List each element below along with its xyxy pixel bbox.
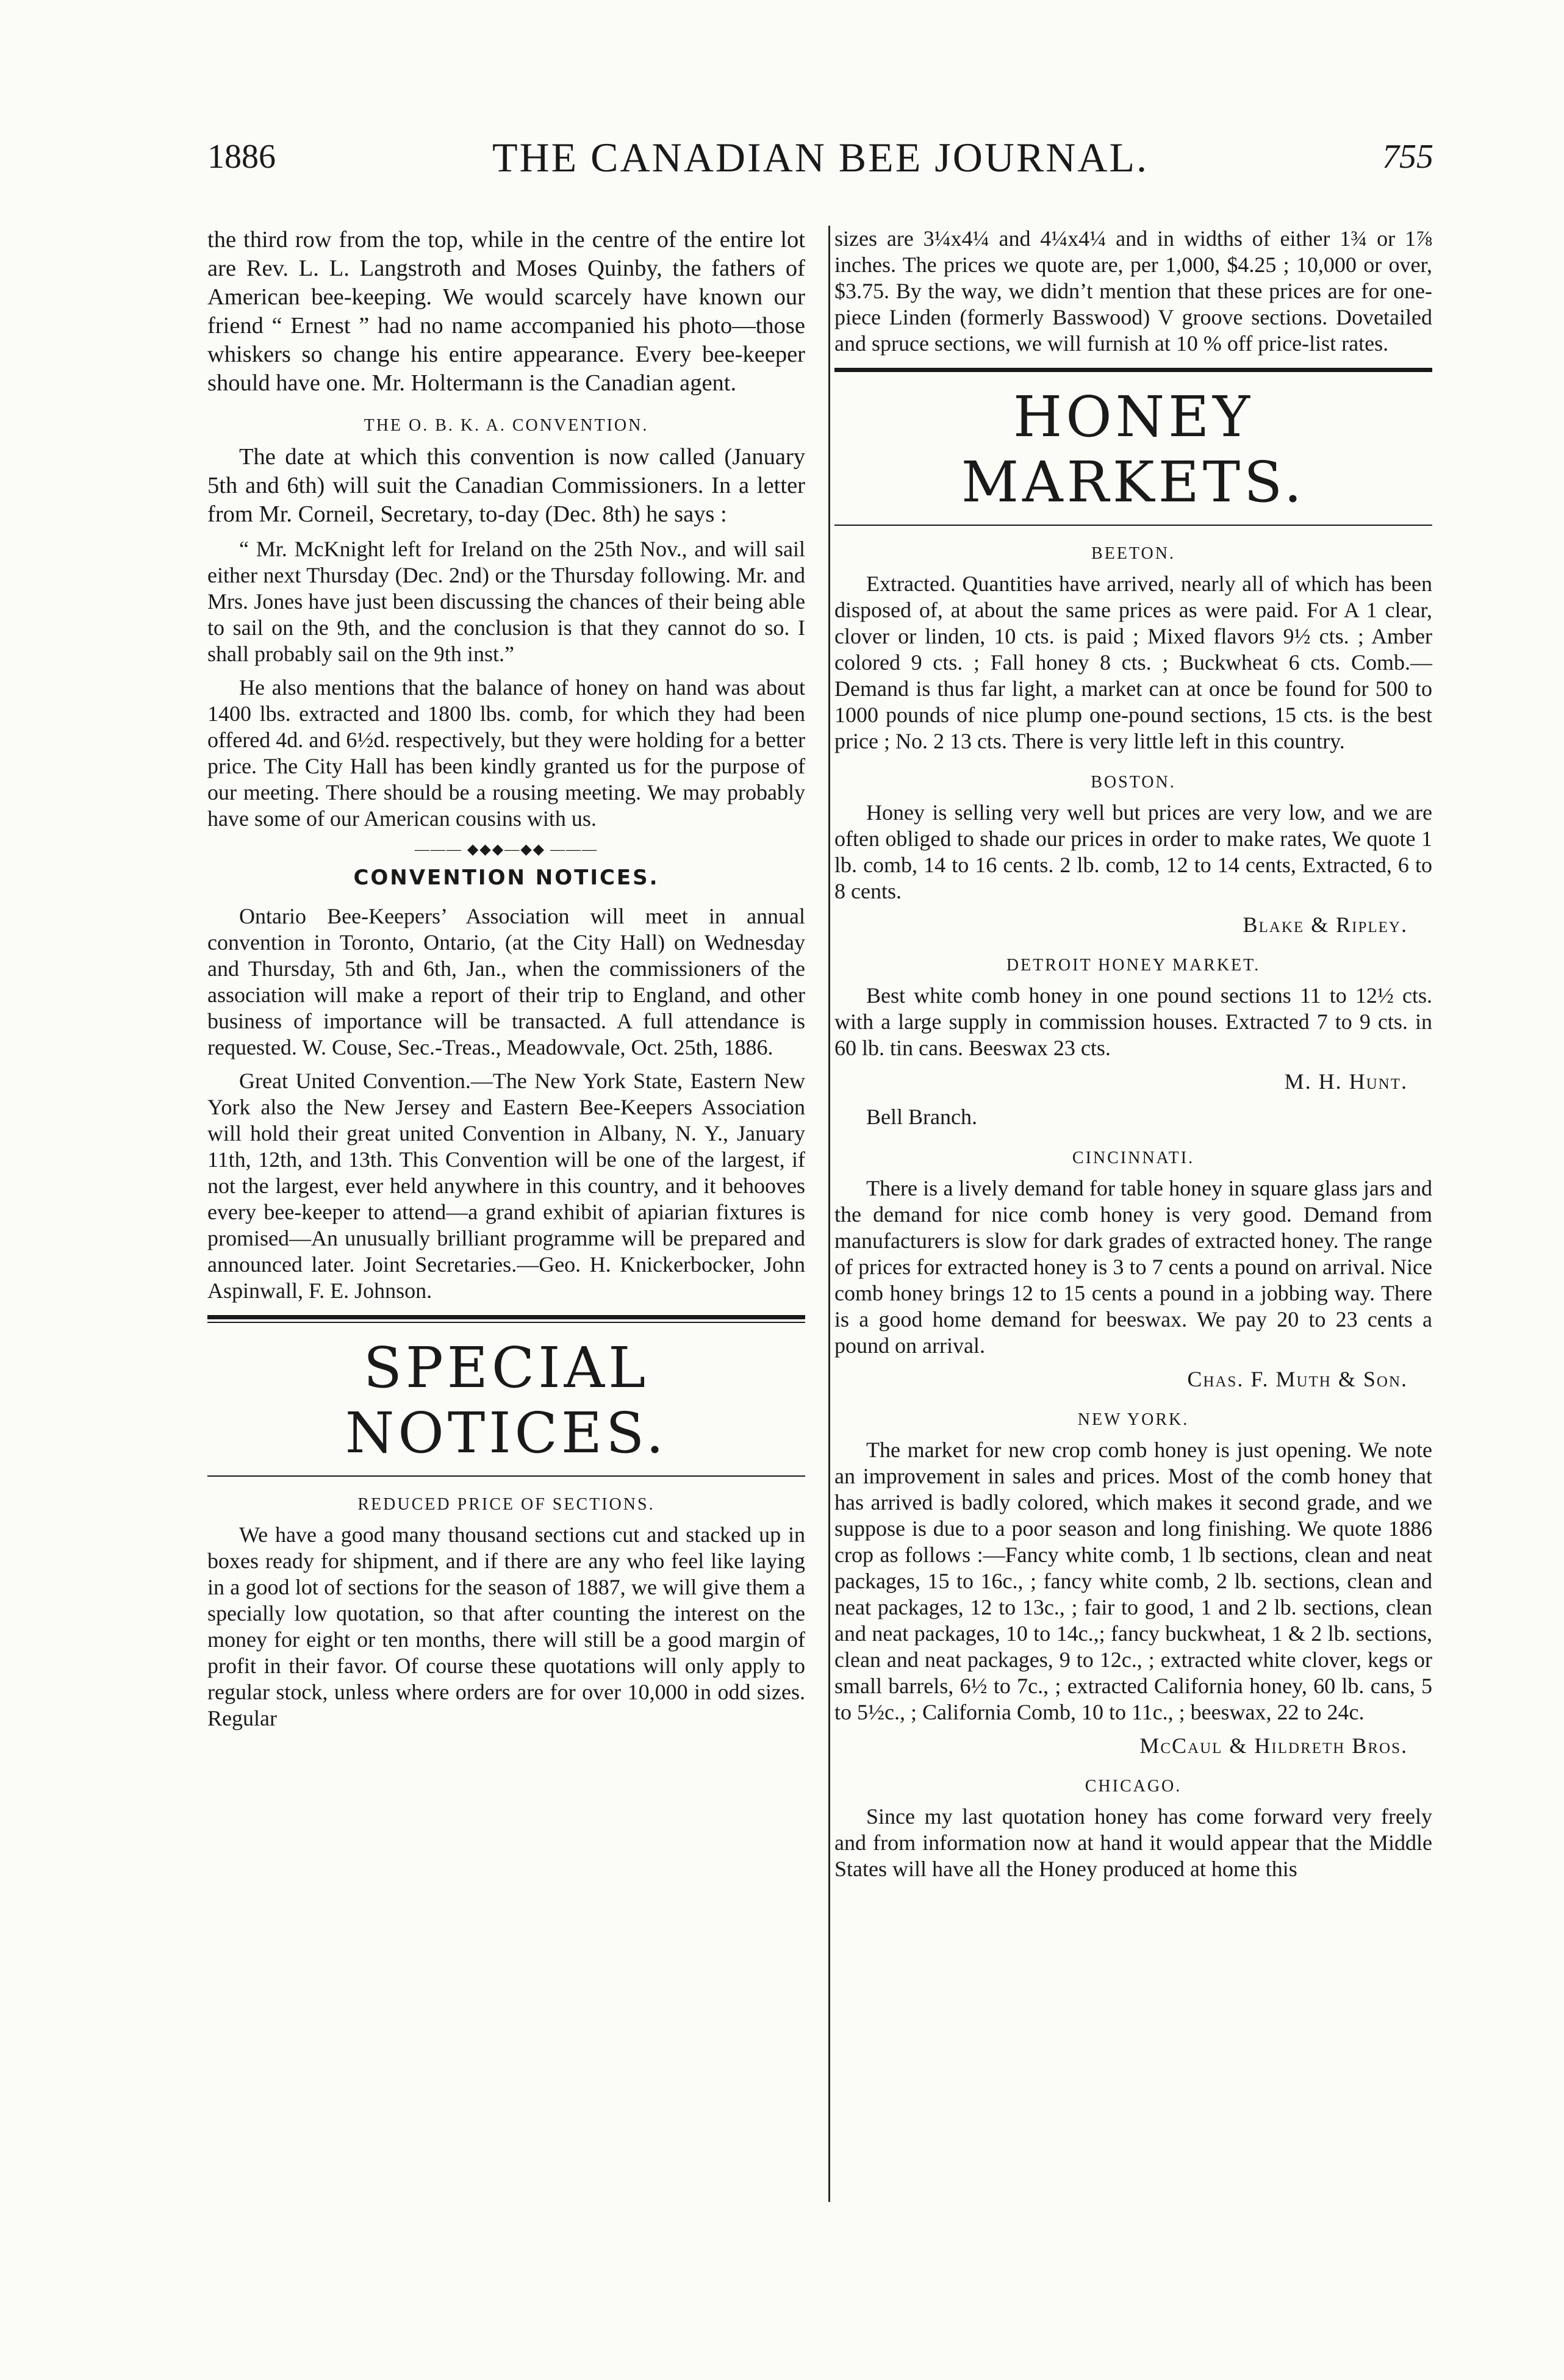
boston-heading: BOSTON.: [1091, 773, 1176, 792]
special-notices-heading: SPECIAL NOTICES.: [345, 1335, 668, 1466]
section-rule-bottom: [207, 1475, 805, 1477]
convention-notice-ontario: Ontario Bee-Keepers’ Association will meet in annual convention in Toronto, Ontario, (at the City Hall) on Wednesday and Thursday, 5th and 6th, Jan., when the commissioners of the association will make a report of their trip to England, and other business of importance will be transacted. A full attendance is requested. W. Couse, Sec.-Treas., Meadowvale, Oct. 25th, 1886.: [207, 904, 805, 1059]
new-york-report: The market for new crop comb honey is just opening. We note an improvement in sales and prices. Most of the comb honey that has arrived is badly colored, which makes it second grade, and we suppose is due to a poor season and long finishing. We quote 1886 crop as follows :—Fancy white comb, 1 lb sections, clean and neat packages, 15 to 16c., ; fancy white comb, 2 lb. sections, clean and neat packages, 12 to 13c., ; fair to good, 1 and 2 lb. sections, clean and neat packages, 10 to 14c.,; fancy buckwheat, 1 & 2 lb. sections, clean and neat packages, 9 to 12c., ; extracted white clover, kegs or small barrels, 6½ to 7c., ; extracted California honey, 60 lb. cans, 5 to 5½c., ; California Comb, 10 to 11c., ; beeswax, 22 to 24c.: [834, 1438, 1432, 1724]
beeton-report: Extracted. Quantities have arrived, nearly all of which has been disposed of, at about the same prices as were paid. For A 1 clear, clover or linden, 10 cts. is paid ; Mixed flavors 9½ cts. ; Amber colored 9 cts. ; Fall honey 8 cts. ; Buckwheat 6 cts. Comb.—Demand is thus far light, a market can at once be found for 500 to 1000 pounds of nice plump one-pound sections, 15 cts. is the best price ; No. 2 13 cts. There is very little left in this country.: [834, 572, 1432, 753]
right-column: [834, 226, 1432, 1890]
detroit-report: Best white comb honey in one pound sections 11 to 12½ cts. with a large supply in commission houses. Extracted 7 to 9 cts. in 60 lb. tin cans. Beeswax 23 cts.: [834, 983, 1432, 1060]
detroit-signature: M. H. Hunt.: [1284, 1069, 1408, 1094]
reduced-price-paragraph: We have a good many thousand sections cut and stacked up in boxes ready for shipment, and if there are any who feel like laying in a good lot of sections for the season of 1887, we will give them a specially low quotation, so that after counting the interest on the money for eight or ten months, there will still be a good margin of profit in their favor. Of course these quotations will only apply to regular stock, unless where orders are for over 10,000 in odd sizes. Regular: [207, 1522, 805, 1730]
detroit-heading: DETROIT HONEY MARKET.: [1006, 956, 1261, 975]
detroit-place: Bell Branch.: [866, 1105, 977, 1129]
header-year: 1886: [207, 138, 276, 176]
cincinnati-signature: Chas. F. Muth & Son.: [1187, 1367, 1408, 1391]
section-rule-thin: [207, 1322, 805, 1323]
section-ornament: ——— ◆◆◆—◆◆ ———: [414, 842, 598, 858]
obka-paragraph-1: The date at which this convention is now called (January 5th and 6th) will suit the Canadian Commissioners. In a letter from Mr. Corneil, Secretary, to-day (Dec. 8th) he says :: [207, 444, 805, 527]
cincinnati-report: There is a lively demand for table honey in square glass jars and the demand for nice comb honey is very good. Demand from manufacturers is slow for dark grades of extracted honey. The range of prices for extracted honey is 3 to 7 cents a pound on arrival. Nice comb honey brings 12 to 15 cents a pound in a jobbing way. There is a good home demand for beeswax. We pay 20 to 23 cents a pound on arrival.: [834, 1176, 1432, 1358]
sections-continued-paragraph: sizes are 3¼x4¼ and 4¼x4¼ and in widths of either 1¾ or 1⅞ inches. The prices we quote are, per 1,000, $4.25 ; 10,000 or over, $3.75. By the way, we didn’t mention that these prices are for one-piece Linden (formerly Basswood) V groove sections. Dovetailed and spruce sections, we will furnish at 10 % off price-list rates.: [834, 226, 1432, 356]
markets-rule-top: [834, 368, 1432, 372]
boston-report: Honey is selling very well but prices are very low, and we are often obliged to shade our prices in order to make rates, We quote 1 lb. comb, 14 to 16 cents. 2 lb. comb, 12 to 14 cents, Extracted, 6 to 8 cents.: [834, 800, 1432, 903]
boston-signature: Blake & Ripley.: [1243, 912, 1408, 937]
section-rule-top: [207, 1315, 805, 1319]
convention-notices-heading: CONVENTION NOTICES.: [353, 866, 659, 890]
obka-convention-heading: THE O. B. K. A. CONVENTION.: [364, 416, 649, 435]
reduced-price-heading: REDUCED PRICE OF SECTIONS.: [357, 1495, 655, 1514]
markets-rule-bottom: [834, 525, 1432, 526]
journal-title: THE CANADIAN BEE JOURNAL.: [492, 134, 1149, 181]
honey-markets-heading: HONEY MARKETS.: [961, 384, 1306, 515]
new-york-signature: McCaul & Hildreth Bros.: [1139, 1733, 1408, 1758]
page-header: [207, 125, 1433, 192]
beeton-heading: BEETON.: [1091, 544, 1175, 563]
chicago-report: Since my last quotation honey has come forward very freely and from information now at hand it would appear that the Middle States will have all the Honey produced at home this: [834, 1804, 1432, 1881]
page-number: 755: [1382, 138, 1433, 176]
convention-notice-great-united: Great United Convention.—The New York State, Eastern New York also the New Jersey and Eastern Bee-Keepers Association will hold their great united Convention in Albany, N. Y., January 11th, 12th, and 13th. This Convention will be one of the largest, if not the largest, ever held anywhere in this country, and it behooves every bee-keeper to attend—a grand exhibit of apiarian fixtures is promised—An unusually brilliant programme will be prepared and announced later. Joint Secretaries.—Geo. H. Knickerbocker, John Aspinwall, F. E. Johnson.: [207, 1069, 805, 1303]
obka-quote: “ Mr. McKnight left for Ireland on the 25th Nov., and will sail either next Thursday (Dec. 2nd) or the Thursday following. Mr. and Mrs. Jones have just been discussing the chances of their being able to sail on the 9th, and the conclusion is that they cannot do so. I shall probably sail on the 9th inst.”: [207, 537, 805, 666]
chicago-heading: CHICAGO.: [1085, 1777, 1182, 1796]
new-york-heading: NEW YORK.: [1077, 1410, 1189, 1429]
obka-paragraph-2: He also mentions that the balance of honey on hand was about 1400 lbs. extracted and 1800 lbs. comb, for which they had been offered 4d. and 6½d. respectively, but they were holding for a better price. The City Hall has been kindly granted us for the purpose of our meeting. There should be a rousing meeting. We may probably have some of our American cousins with us.: [207, 675, 805, 831]
left-column: [207, 226, 805, 1739]
intro-paragraph: the third row from the top, while in the centre of the entire lot are Rev. L. L. Langstroth and Moses Quinby, the fathers of American bee-keeping. We would scarcely have known our friend “ Ernest ” had no name accompanied his photo—those whiskers so change his entire appearance. Every bee-keeper should have one. Mr. Holtermann is the Canadian agent.: [207, 227, 805, 396]
cincinnati-heading: CINCINNATI.: [1072, 1149, 1195, 1167]
column-divider: [828, 226, 830, 2202]
